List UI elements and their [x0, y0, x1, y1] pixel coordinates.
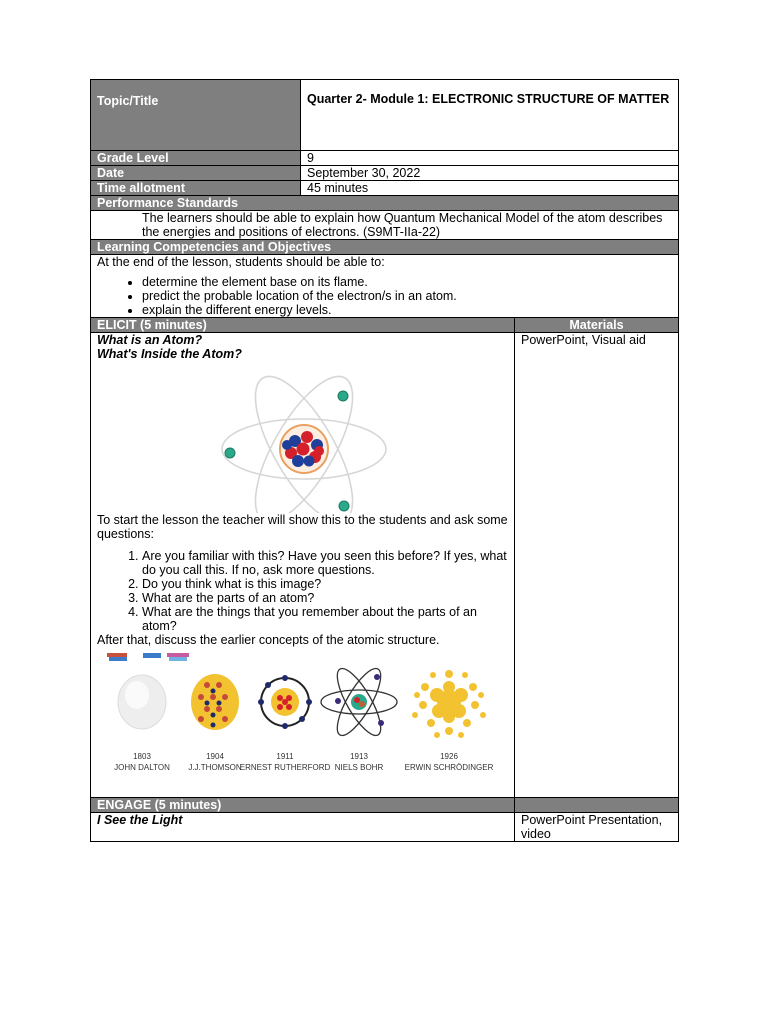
topic-title: Quarter 2- Module 1: ELECTRONIC STRUCTURE OF MATTER	[301, 80, 679, 151]
engage-materials: PowerPoint Presentation, video	[515, 813, 679, 842]
elicit-question-item: 2. Do you think what is this image?	[142, 577, 508, 591]
elicit-intro-text: To start the lesson the teacher will show this to the students and ask some questions:	[97, 513, 508, 541]
elicit-question-atom: What is an Atom?	[97, 333, 203, 347]
elicit-row	[91, 333, 679, 798]
performance-standards-text: The learners should be able to explain how Quantum Mechanical Model of the atom describes the energies and positions of electrons. (S9MT-IIa-22)	[91, 211, 679, 240]
date-value: September 30, 2022	[301, 166, 679, 181]
model-year: 1926	[440, 752, 458, 761]
topic-row	[91, 80, 679, 151]
grade-level-row	[91, 151, 679, 166]
competencies-cell	[91, 255, 679, 318]
model-year: 1904	[206, 752, 224, 761]
materials-label: Materials	[515, 318, 679, 333]
model-year: 1911	[276, 752, 294, 761]
objective-item: • explain the different energy levels.	[142, 303, 672, 317]
model-year: 1803	[133, 752, 151, 761]
model-name: NIELS BOHR	[334, 763, 384, 772]
competencies-intro: At the end of the lesson, students should be able to:	[97, 255, 385, 269]
competencies-row	[91, 255, 679, 318]
atom-illustration	[97, 361, 508, 513]
atom-icon	[97, 361, 509, 513]
topic-label: Topic/Title	[91, 80, 301, 151]
elicit-label: ELICIT (5 minutes)	[91, 318, 515, 333]
performance-standards-label: Performance Standards	[91, 196, 679, 211]
objective-item: • predict the probable location of the electron/s in an atom.	[142, 289, 672, 303]
lesson-plan	[90, 79, 678, 842]
grade-level-value: 9	[301, 151, 679, 166]
date-row	[91, 166, 679, 181]
time-allotment-row	[91, 181, 679, 196]
elicit-materials: PowerPoint, Visual aid	[515, 333, 679, 798]
performance-text-row	[91, 211, 679, 240]
competencies-label: Learning Competencies and Objectives	[91, 240, 679, 255]
model-name: JOHN DALTON	[114, 763, 170, 772]
engage-title: I See the Light	[91, 813, 515, 842]
elicit-question-inside: What's Inside the Atom?	[97, 347, 242, 361]
elicit-question-item: 1. Are you familiar with this? Have you seen this before? If yes, what do you call this. If no, ask more questions.	[142, 549, 508, 577]
elicit-content	[91, 333, 515, 798]
elicit-header-row	[91, 318, 679, 333]
engage-materials-header	[515, 798, 679, 813]
objectives-list	[97, 275, 672, 317]
engage-row	[91, 813, 679, 842]
competencies-header-row	[91, 240, 679, 255]
model-name: J.J.THOMSON	[188, 763, 242, 772]
elicit-questions-list	[97, 549, 508, 633]
date-label: Date	[91, 166, 301, 181]
elicit-question-item: 4. What are the things that you remember about the parts of an atom?	[142, 605, 508, 633]
atomic-models-timeline	[97, 647, 508, 797]
atomic-models-image	[97, 647, 497, 795]
time-allotment-label: Time allotment	[91, 181, 301, 196]
elicit-question-item: 3. What are the parts of an atom?	[142, 591, 508, 605]
time-allotment-value: 45 minutes	[301, 181, 679, 196]
grade-level-label: Grade Level	[91, 151, 301, 166]
model-year: 1913	[350, 752, 368, 761]
model-name: ERNEST RUTHERFORD	[239, 763, 331, 772]
performance-header-row	[91, 196, 679, 211]
books-icon	[107, 653, 189, 661]
engage-label: ENGAGE (5 minutes)	[91, 798, 515, 813]
lesson-plan-table	[90, 79, 679, 842]
elicit-after-text: After that, discuss the earlier concepts of the atomic structure.	[97, 633, 440, 647]
model-name: ERWIN SCHRÖDINGER	[404, 763, 494, 772]
engage-header-row	[91, 798, 679, 813]
objective-item: • determine the element base on its flame.	[142, 275, 672, 289]
